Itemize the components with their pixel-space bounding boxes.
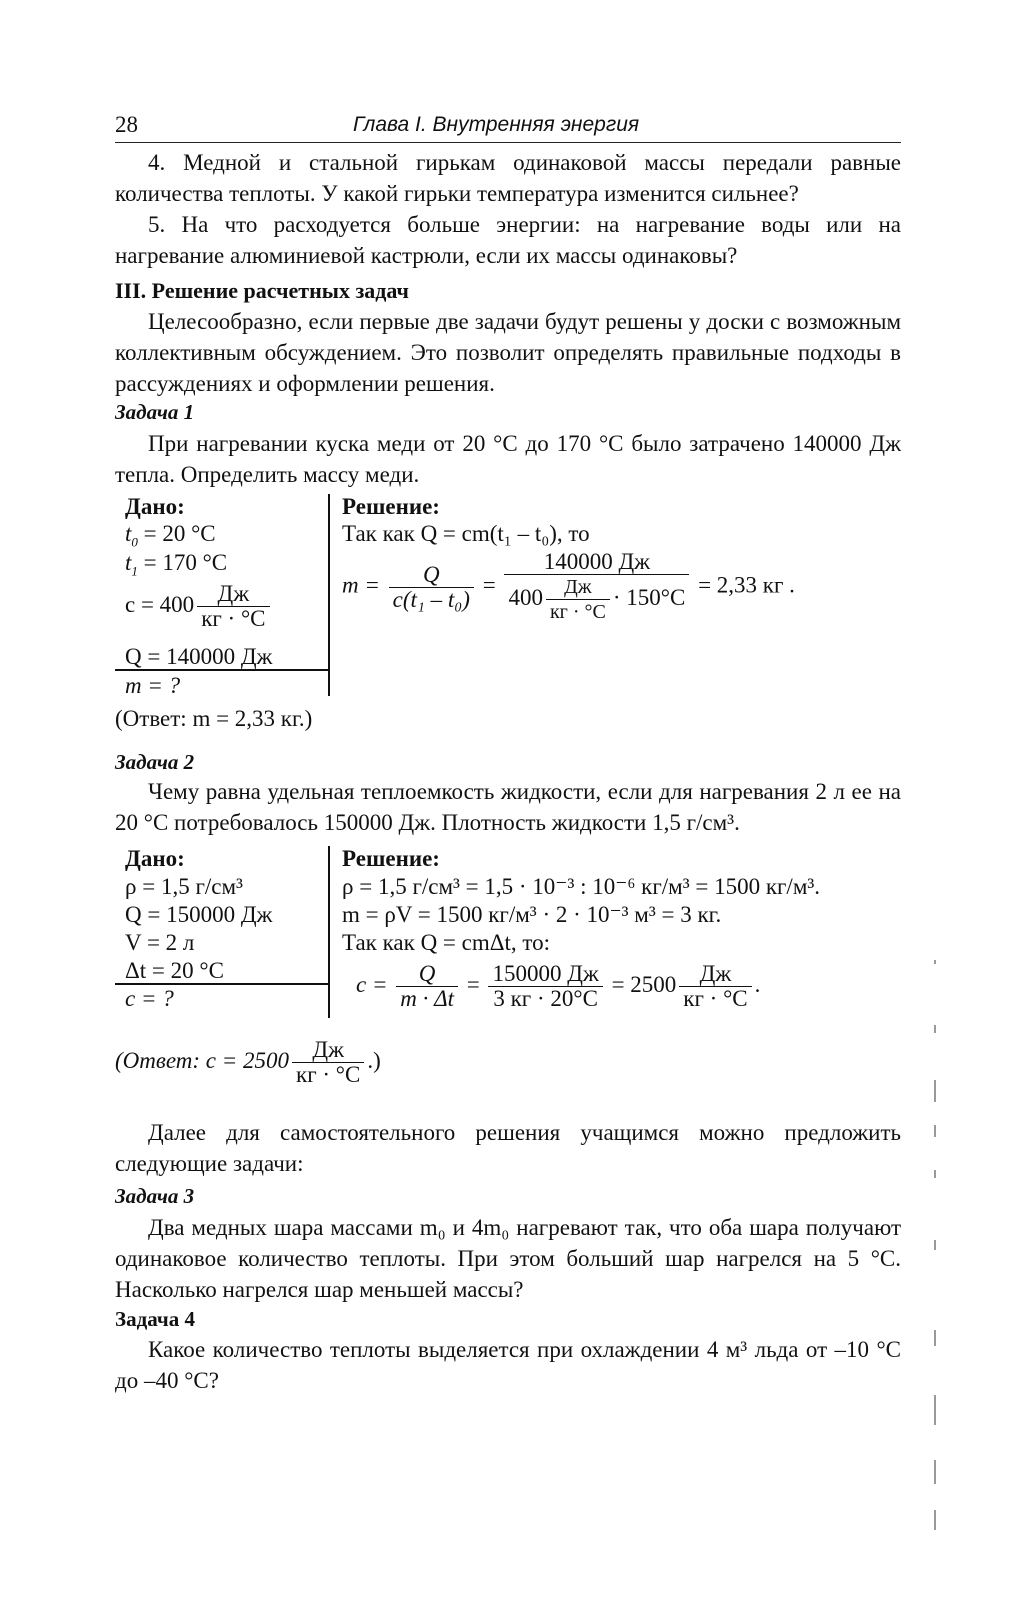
scan-speck — [934, 1125, 936, 1137]
task-2-answer: (Ответ: c = 2500 $\frac{Дж}{кг \cdot ^\circ С}$ .) — [115, 1037, 381, 1087]
task-2-given-rho: ρ = 1,5 г/см³ — [125, 874, 243, 899]
scan-speck — [934, 1080, 936, 1102]
task-2-answer-unit: $\frac{Дж}{кг \cdot ^\circ С}$ — [292, 1038, 364, 1087]
task-1-fraction-numeric: 140000 Дж 400 $\frac{Дж}{кг \cdot ^\circ С}$ · 150°С — [504, 550, 689, 624]
scan-speck — [934, 1460, 936, 1484]
task-2-solution-rho: ρ = 1,5 г/см³ = 1,5 · 10⁻³ : 10⁻⁶ кг/м³ = 1500 кг/м³. — [342, 874, 821, 899]
task-2-unit-fraction: $\frac{Дж}{кг \cdot ^\circ С}$ — [679, 962, 751, 1011]
task-2-fraction-symbolic: $\frac{Q}{m \cdot \Delta t}$ — [396, 962, 458, 1011]
scan-speck — [934, 1025, 936, 1033]
task-1-find: m = ? — [125, 673, 181, 698]
task-1-title: Задача 1 — [115, 400, 195, 424]
task-1-solution-line: Так как Q = cm(t₁ – t₀), то — [342, 521, 590, 546]
task-2-given-divider — [115, 983, 329, 985]
scan-speck — [934, 1510, 936, 1530]
task-3-title: Задача 3 — [115, 1184, 195, 1208]
task-1-given-t0: $t_0 = 20$ °С — [125, 521, 216, 550]
task-1-column-divider — [328, 494, 330, 696]
task-1-c-unit: $\frac{Дж}{кг \cdot ^\circ С}$ — [197, 582, 269, 631]
task-2-solution-mass: m = ρV = 1500 кг/м³ · 2 · 10⁻³ м³ = 3 кг. — [342, 902, 722, 927]
transition-text: Далее для самостоятельного решения учащимся можно предложить следующие задачи: — [115, 1120, 901, 1176]
task-2-given-dt: Δt = 20 °С — [125, 958, 224, 983]
page-number: 28 — [115, 112, 138, 137]
task-2-solution-label: Решение: — [342, 846, 440, 871]
scan-speck — [934, 960, 936, 964]
task-2-text: Чему равна удельная теплоемкость жидкости, если для нагревания 2 л ее на 20 °С потребовалось 150000 Дж. Плотность жидкости 1,5 г/см³. — [115, 779, 901, 835]
task-1-answer: (Ответ: m = 2,33 кг.) — [115, 706, 313, 731]
task-2-given-q: Q = 150000 Дж — [125, 902, 273, 927]
running-head: Глава I. Внутренняя энергия — [353, 113, 640, 136]
task-1-given-label: Дано: — [125, 494, 185, 519]
task-4-title: Задача 4 — [115, 1307, 195, 1331]
scan-speck — [934, 1240, 936, 1250]
task-1-formula: m = $\frac{Q}{\text{c(t₁ – t₀)}}$ = 140000 Дж 400 $\frac{Дж}{кг \cdot ^\circ С}$ · 150°С = 2,33 кг . — [342, 549, 795, 623]
page-header — [115, 112, 901, 143]
task-1-given-divider — [115, 669, 329, 671]
task-2-find: c = ? — [125, 986, 174, 1011]
scan-speck — [934, 1330, 936, 1346]
task-2-formula: c = $\frac{Q}{m \cdot \Delta t}$ = $\frac{150000 Дж}{3 кг \cdot 20^\circ С}$ = 2500 $\frac{Дж}{кг \cdot ^\circ С}$ . — [356, 961, 761, 1011]
section-title: III. Решение расчетных задач — [115, 278, 409, 303]
task-1-fraction-symbolic: $\frac{Q}{\text{c(t₁ – t₀)}}$ — [389, 563, 474, 612]
task-2-column-divider — [328, 846, 330, 1018]
task-3-text: Два медных шара массами m₀ и 4m₀ нагревают так, что оба шара получают одинаковое количество теплоты. При этом больший шар нагрелся на 5 °С. Насколько нагрелся шар меньшей массы? — [115, 1215, 901, 1302]
task-1-text: При нагревании куска меди от 20 °С до 170 °С было затрачено 140000 Дж тепла. Определить массу меди. — [115, 431, 901, 487]
task-4-text: Какое количество теплоты выделяется при охлаждении 4 м³ льда от –10 °С до –40 °С? — [115, 1337, 901, 1393]
scan-speck — [934, 1395, 936, 1425]
task-2-solution-line: Так как Q = cmΔt, то: — [342, 930, 551, 955]
task-1-solution-label: Решение: — [342, 494, 440, 519]
task-2-given-label: Дано: — [125, 846, 185, 871]
task-2-fraction-numeric: $\frac{150000 Дж}{3 кг \cdot 20^\circ С}$ — [488, 962, 602, 1011]
task-1-given-q: Q = 140000 Дж — [125, 644, 273, 669]
question-4: 4. Медной и стальной гирькам одинаковой массы передали равные количества теплоты. У какой гирьки температура изменится сильнее? — [115, 150, 901, 206]
question-5: 5. На что расходуется больше энергии: на нагревание воды или на нагревание алюминиевой кастрюли, если их массы одинаковы? — [115, 212, 901, 268]
task-1-given-t1: $t_1 = 170$ °С — [125, 550, 228, 579]
scan-speck — [934, 1170, 936, 1178]
task-2-given-v: V = 2 л — [125, 930, 195, 955]
task-2-title: Задача 2 — [115, 750, 195, 774]
task-1-given-c: c = 400 $\frac{Дж}{кг \cdot ^\circ С}$ — [125, 582, 273, 631]
section-intro: Целесообразно, если первые две задачи будут решены у доски с возможным коллективным обсуждением. Это позволит определять правильные подходы в рассуждениях и оформлении решения. — [115, 309, 901, 396]
